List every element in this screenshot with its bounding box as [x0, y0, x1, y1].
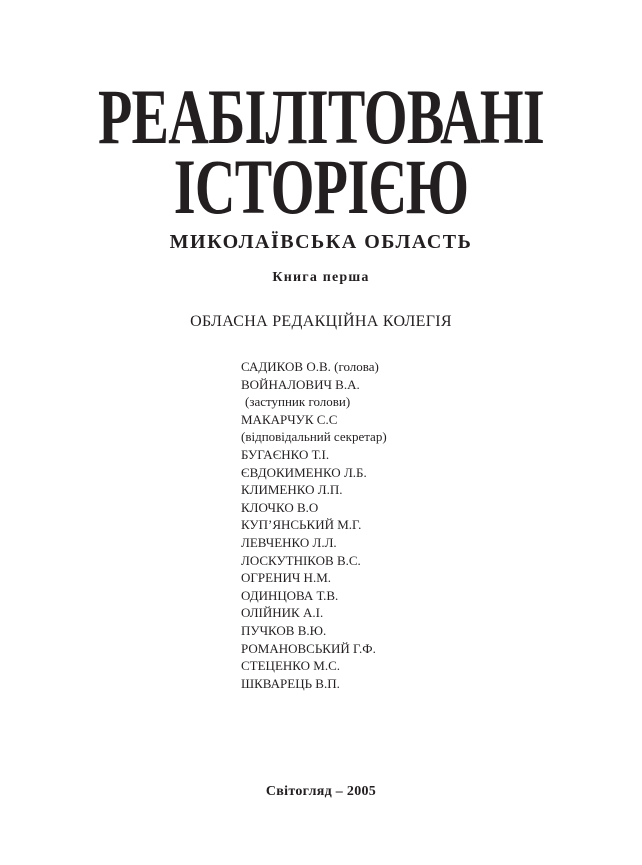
board-member: КЛОЧКО В.О — [241, 499, 319, 515]
board-member: ЄВДОКИМЕНКО Л.Б. — [241, 464, 367, 480]
board-member: КЛИМЕНКО Л.П. — [241, 482, 343, 498]
board-member: БУГАЄНКО Т.І. — [241, 446, 330, 462]
board-member: ОДИНЦОВА Т.В. — [241, 587, 339, 603]
board-member-role: (відповідальний секретар) — [241, 429, 387, 445]
book-title-line-1: РЕАБІЛІТОВАНІ — [97, 73, 545, 160]
board-member: ЛЕВЧЕНКО Л.Л. — [241, 534, 337, 550]
book-title-line-2: ІСТОРІЄЮ — [173, 143, 469, 230]
board-member: ПУЧКОВ В.Ю. — [241, 622, 327, 638]
board-member: СТЕЦЕНКО М.С. — [241, 658, 340, 674]
board-member: ЛОСКУТНІКОВ В.С. — [241, 552, 361, 568]
region-subtitle: МИКОЛАЇВСЬКА ОБЛАСТЬ — [169, 231, 473, 253]
book-volume-label: Книга перша — [272, 270, 370, 285]
board-member: ОГРЕНИЧ Н.М. — [241, 570, 331, 586]
editorial-board-heading: ОБЛАСНА РЕДАКЦІЙНА КОЛЕГІЯ — [190, 313, 452, 330]
board-member: МАКАРЧУК С.С — [241, 411, 338, 427]
editorial-board-list — [241, 358, 387, 692]
board-member: КУП’ЯНСЬКИЙ М.Г. — [241, 517, 362, 533]
board-member: ШКВАРЕЦЬ В.П. — [241, 675, 340, 691]
board-member: ВОЙНАЛОВИЧ В.А. — [241, 376, 360, 392]
board-member-role: (заступник голови) — [245, 394, 351, 410]
publisher-imprint: Світогляд – 2005 — [265, 784, 377, 799]
board-member: САДИКОВ О.В. (голова) — [241, 359, 379, 374]
board-member: ОЛІЙНИК А.І. — [241, 605, 324, 621]
board-member: РОМАНОВСЬКИЙ Г.Ф. — [241, 640, 376, 656]
